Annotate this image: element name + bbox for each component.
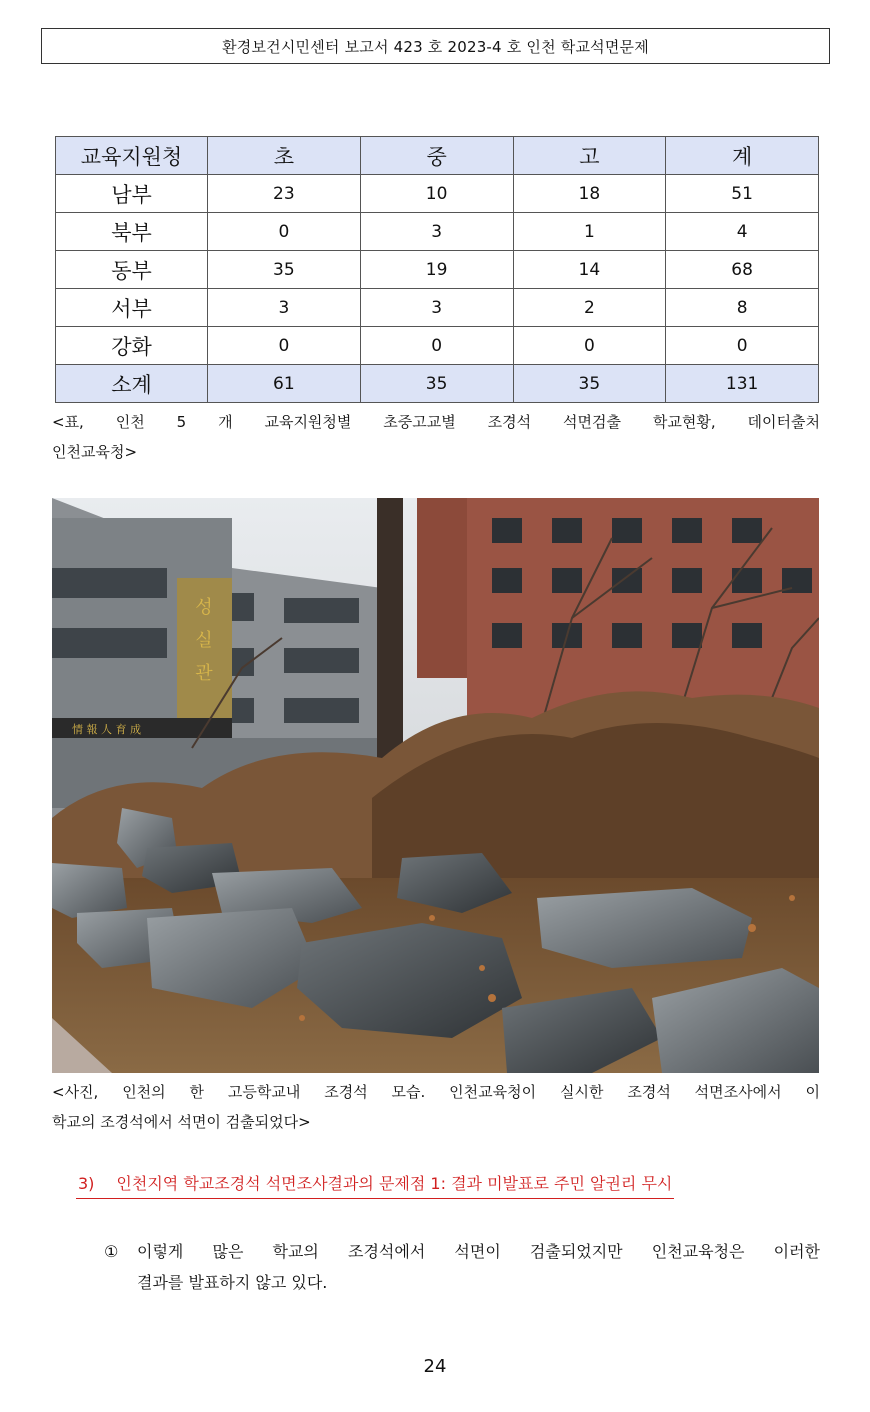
table-header-row [56,137,819,175]
table-total-row [56,365,819,403]
table-cell: 35 [360,365,513,403]
list-item [104,1236,820,1298]
table-cell: 2 [513,289,666,327]
photo-caption-line2: 학교의 조경석에서 석면이 검출되었다> [52,1113,311,1131]
list-item-line2: 결과를 발표하지 않고 있다. [137,1273,328,1292]
photo-caption-line1: <사진, 인천의 한 고등학교내 조경석 모습. 인천교육청이 실시한 조경석 석면조사에서 이 [52,1083,820,1101]
table-cell: 0 [360,327,513,365]
table-cell: 1 [513,213,666,251]
table-caption [52,407,820,467]
table-cell: 3 [208,289,361,327]
table-cell: 북부 [56,213,208,251]
table-cell: 서부 [56,289,208,327]
column-header-total: 계 [666,137,819,175]
table-cell: 동부 [56,251,208,289]
building-banner-text: 情 報 人 育 成 [72,723,141,736]
asbestos-school-table [55,136,819,403]
table-row [56,289,819,327]
section-heading [76,1171,674,1199]
column-header-middle: 중 [360,137,513,175]
table-cell: 35 [208,251,361,289]
column-header-high: 고 [513,137,666,175]
school-landscaping-stones-photo [52,498,819,1073]
building-sign-char: 관 [195,663,213,684]
table-cell: 35 [513,365,666,403]
table-cell: 61 [208,365,361,403]
table-cell: 0 [513,327,666,365]
table-cell: 131 [666,365,819,403]
section-number: 3) [78,1174,95,1193]
list-item-line1: 이렇게 많은 학교의 조경석에서 석면이 검출되었지만 인천교육청은 이러한 [137,1242,820,1261]
report-header-title: 환경보건시민센터 보고서 423 호 2023-4 호 인천 학교석면문제 [222,37,649,56]
building-sign-char: 실 [195,630,213,651]
table-row [56,327,819,365]
table-row [56,213,819,251]
table-cell: 19 [360,251,513,289]
report-header [41,28,830,64]
table-cell: 4 [666,213,819,251]
table-caption-line1: <표, 인천 5 개 교육지원청별 초중고교별 조경석 석면검출 학교현황, 데이터출처 [52,413,820,431]
table-cell: 강화 [56,327,208,365]
table-cell: 23 [208,175,361,213]
table-cell: 0 [666,327,819,365]
table-cell: 0 [208,327,361,365]
column-header-office: 교육지원청 [56,137,208,175]
table-cell: 소계 [56,365,208,403]
table-row [56,251,819,289]
table-cell: 68 [666,251,819,289]
table-cell: 0 [208,213,361,251]
table-caption-line2: 인천교육청> [52,443,138,461]
column-header-elementary: 초 [208,137,361,175]
photo-caption [52,1077,820,1137]
table-cell: 51 [666,175,819,213]
table-cell: 8 [666,289,819,327]
table-row [56,175,819,213]
table-cell: 3 [360,289,513,327]
table-cell: 14 [513,251,666,289]
table-cell: 18 [513,175,666,213]
building-sign-char: 성 [195,597,213,618]
table-cell: 남부 [56,175,208,213]
table-cell: 3 [360,213,513,251]
circled-number-marker: ① [104,1242,119,1261]
table-cell: 10 [360,175,513,213]
section-title: 인천지역 학교조경석 석면조사결과의 문제점 1: 결과 미발표로 주민 알권리 무시 [116,1174,673,1193]
page-number: 24 [423,1356,447,1377]
